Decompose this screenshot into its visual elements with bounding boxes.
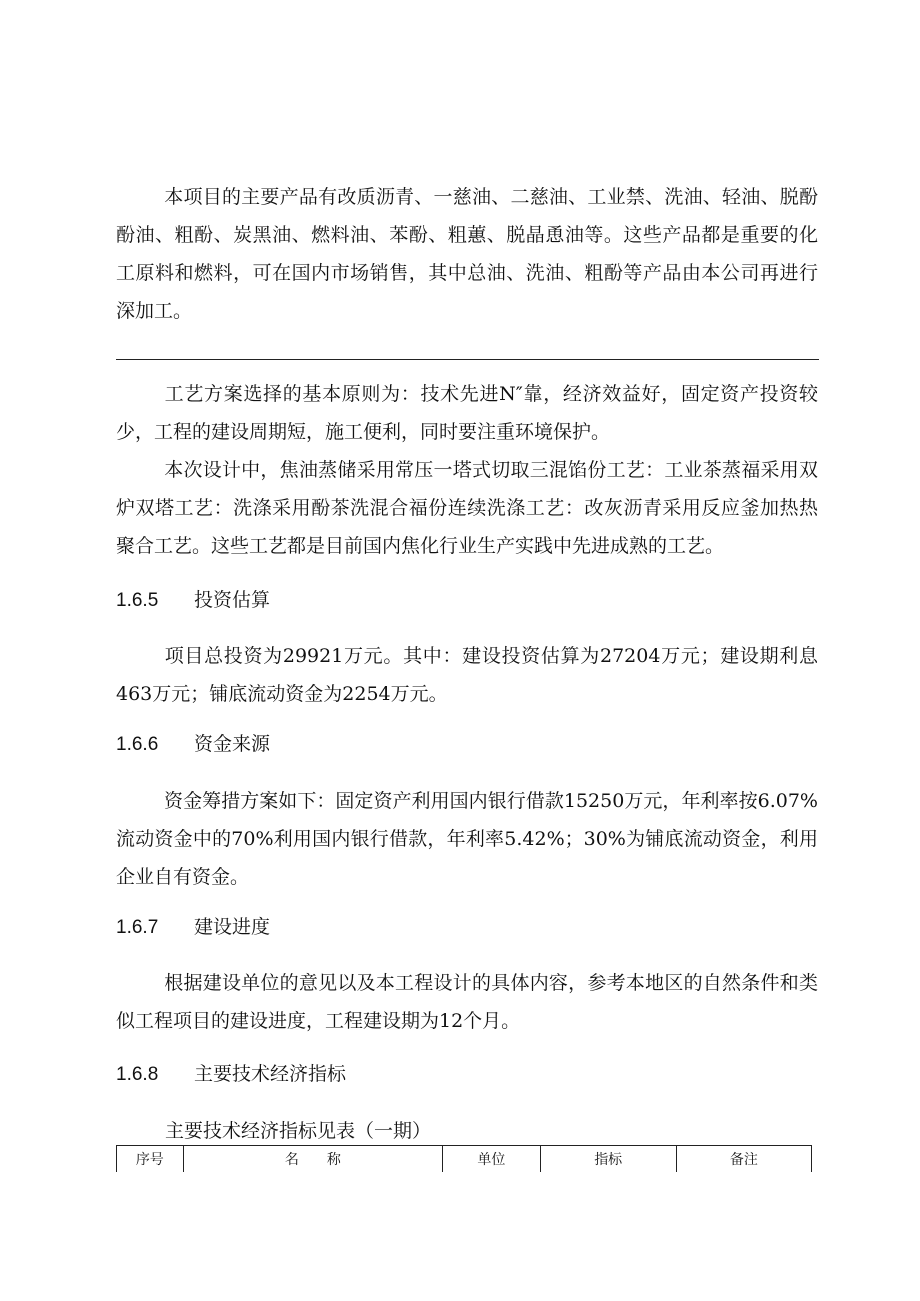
section-number: 1.6.5 xyxy=(116,590,159,611)
section-heading-investment xyxy=(116,588,270,613)
paragraph-schedule-text: 根据建设单位的意见以及本工程设计的具体内容，参考本地区的自然条件和类似工程项目的建设进度，工程建设期为12个月。 xyxy=(116,972,818,1032)
indicators-table xyxy=(116,1145,812,1172)
table-header-row xyxy=(117,1146,812,1173)
section-title: 主要技术经济指标 xyxy=(194,1063,347,1085)
divider-line xyxy=(116,359,819,360)
section-title: 建设进度 xyxy=(194,916,271,938)
section-number: 1.6.7 xyxy=(116,917,159,938)
paragraph-design xyxy=(116,451,818,565)
header-remarks: 备注 xyxy=(676,1146,811,1173)
section-number: 1.6.8 xyxy=(116,1064,159,1085)
paragraph-funding xyxy=(116,782,818,896)
section-number: 1.6.6 xyxy=(116,734,159,755)
section-title: 投资估算 xyxy=(194,589,271,611)
header-name: 名 称 xyxy=(183,1146,443,1173)
paragraph-investment xyxy=(116,637,818,713)
section-heading-funding xyxy=(116,732,270,757)
paragraph-design-text: 本次设计中，焦油蒸储采用常压一塔式切取三混馅份工艺：工业茶蒸福采用双炉双塔工艺：洗涤采用酚茶洗混合福份连续洗涤工艺：改灰沥青采用反应釜加热热聚合工艺。这些工艺都是目前国内焦化行业生产实践中先进成熟的工艺。 xyxy=(116,459,818,557)
paragraph-schedule xyxy=(116,964,818,1040)
section-heading-indicators xyxy=(116,1062,346,1087)
paragraph-principle xyxy=(116,375,818,451)
paragraph-products-text: 本项目的主要产品有改质沥青、一慈油、二慈油、工业禁、洗油、轻油、脱酚酚油、粗酚、炭黑油、燃料油、苯酚、粗蕙、脱晶恿油等。这些产品都是重要的化工原料和燃料，可在国内市场销售，其中总油、洗油、粗酚等产品由本公司再进行深加工。 xyxy=(116,186,818,322)
section-heading-schedule xyxy=(116,915,270,940)
paragraph-funding-text: 资金筹措方案如下：固定资产利用国内银行借款15250万元，年利率按6.07%流动资金中的70%利用国内银行借款，年利率5.42%；30%为铺底流动资金，利用企业自有资金。 xyxy=(116,790,818,888)
header-indicator: 指标 xyxy=(540,1146,676,1173)
header-serial: 序号 xyxy=(117,1146,184,1173)
paragraph-products xyxy=(116,178,818,330)
table-caption: 主要技术经济指标见表（一期） xyxy=(165,1120,432,1142)
paragraph-investment-text: 项目总投资为29921万元。其中：建设投资估算为27204万元；建设期利息463万元；铺底流动资金为2254万元。 xyxy=(116,645,818,705)
paragraph-principle-text: 工艺方案选择的基本原则为：技术先进N″靠，经济效益好，固定资产投资较少，工程的建设周期短，施工便利，同时要注重环境保护。 xyxy=(116,383,818,443)
header-unit: 单位 xyxy=(443,1146,540,1173)
section-title: 资金来源 xyxy=(194,733,271,755)
